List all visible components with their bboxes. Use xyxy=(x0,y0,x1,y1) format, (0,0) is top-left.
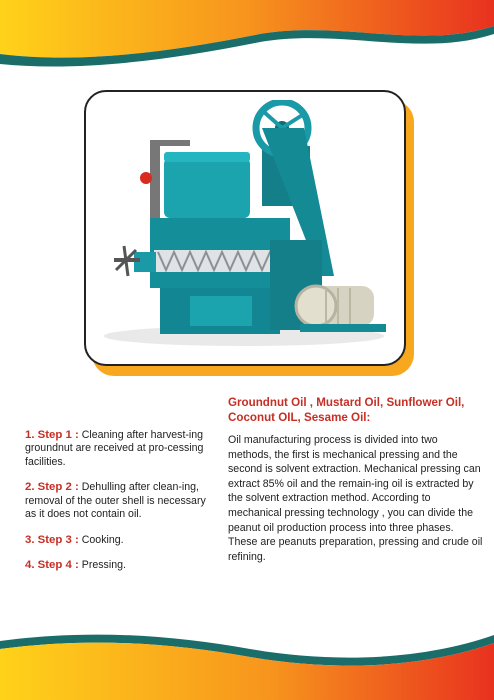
section-heading: Groundnut Oil , Mustard Oil, Sunflower Oil, Coconut OIL, Sesame Oil: xyxy=(228,396,465,424)
step-item xyxy=(25,481,215,522)
step-item xyxy=(25,534,215,548)
step-text: Cooking. xyxy=(81,533,124,546)
step-label: 3. Step 3 : xyxy=(25,533,79,546)
step-label: 1. Step 1 : xyxy=(25,428,79,441)
step-label: 4. Step 4 : xyxy=(25,559,79,572)
oil-press-machine-illustration xyxy=(94,100,396,356)
process-steps-list xyxy=(25,418,215,585)
step-item xyxy=(25,559,215,573)
step-text: Dehulling after clean-ing, removal of the outer shell is necessary as it does not contain oil. xyxy=(25,481,206,521)
description-section xyxy=(228,395,484,564)
machine-image-frame xyxy=(84,90,406,366)
step-text: Pressing. xyxy=(81,559,126,572)
step-label: 2. Step 2 : xyxy=(25,481,79,494)
step-item xyxy=(25,429,215,470)
top-wave-decoration xyxy=(0,0,494,80)
bottom-wave-decoration xyxy=(0,605,494,700)
section-body: Oil manufacturing process is divided into two methods, the first is mechanical pressing and the second is solvent extraction. Mechanical pressing can extract 85% oil and the remain-ing oil is extracted by the solvent extraction method. According to mechanical pressing technology , you can divide the peanut oil production process into three phases. These are peanuts preparation, pressing and crude oil refining. xyxy=(228,434,483,563)
step-text: Cleaning after harvest-ing groundnut are received at pro-cessing facilities. xyxy=(25,428,204,468)
